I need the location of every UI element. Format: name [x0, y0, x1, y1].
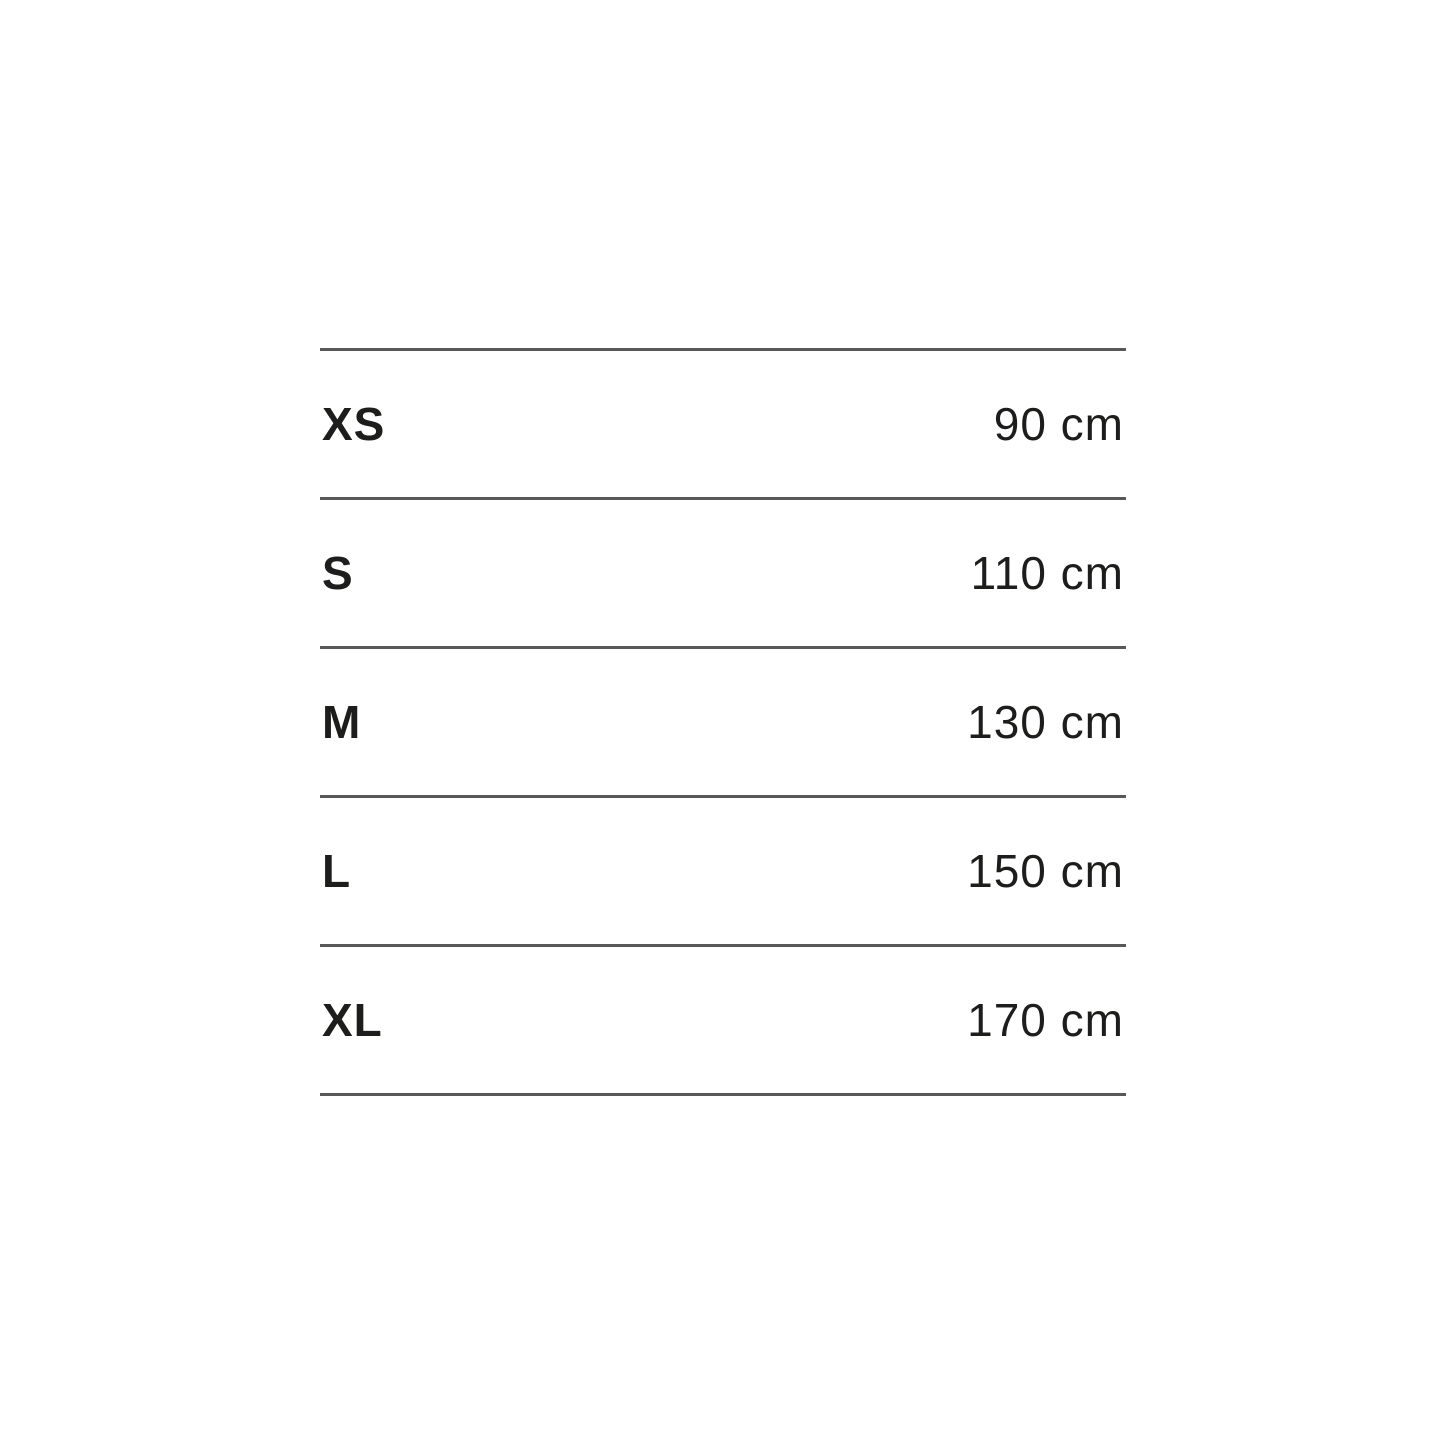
table-row — [320, 798, 1126, 947]
size-label: L — [322, 845, 352, 897]
size-value: 170 cm — [967, 994, 1124, 1046]
table-row — [320, 500, 1126, 649]
table-row — [320, 351, 1126, 500]
table-row — [320, 649, 1126, 798]
size-label: M — [322, 696, 362, 748]
size-label: XS — [322, 398, 386, 450]
size-label: S — [322, 547, 354, 599]
size-value: 90 cm — [993, 398, 1124, 450]
size-value: 150 cm — [967, 845, 1124, 897]
size-value: 130 cm — [967, 696, 1124, 748]
size-label: XL — [322, 994, 383, 1046]
table-row — [320, 947, 1126, 1096]
size-table — [320, 348, 1126, 1096]
size-value: 110 cm — [970, 547, 1124, 599]
